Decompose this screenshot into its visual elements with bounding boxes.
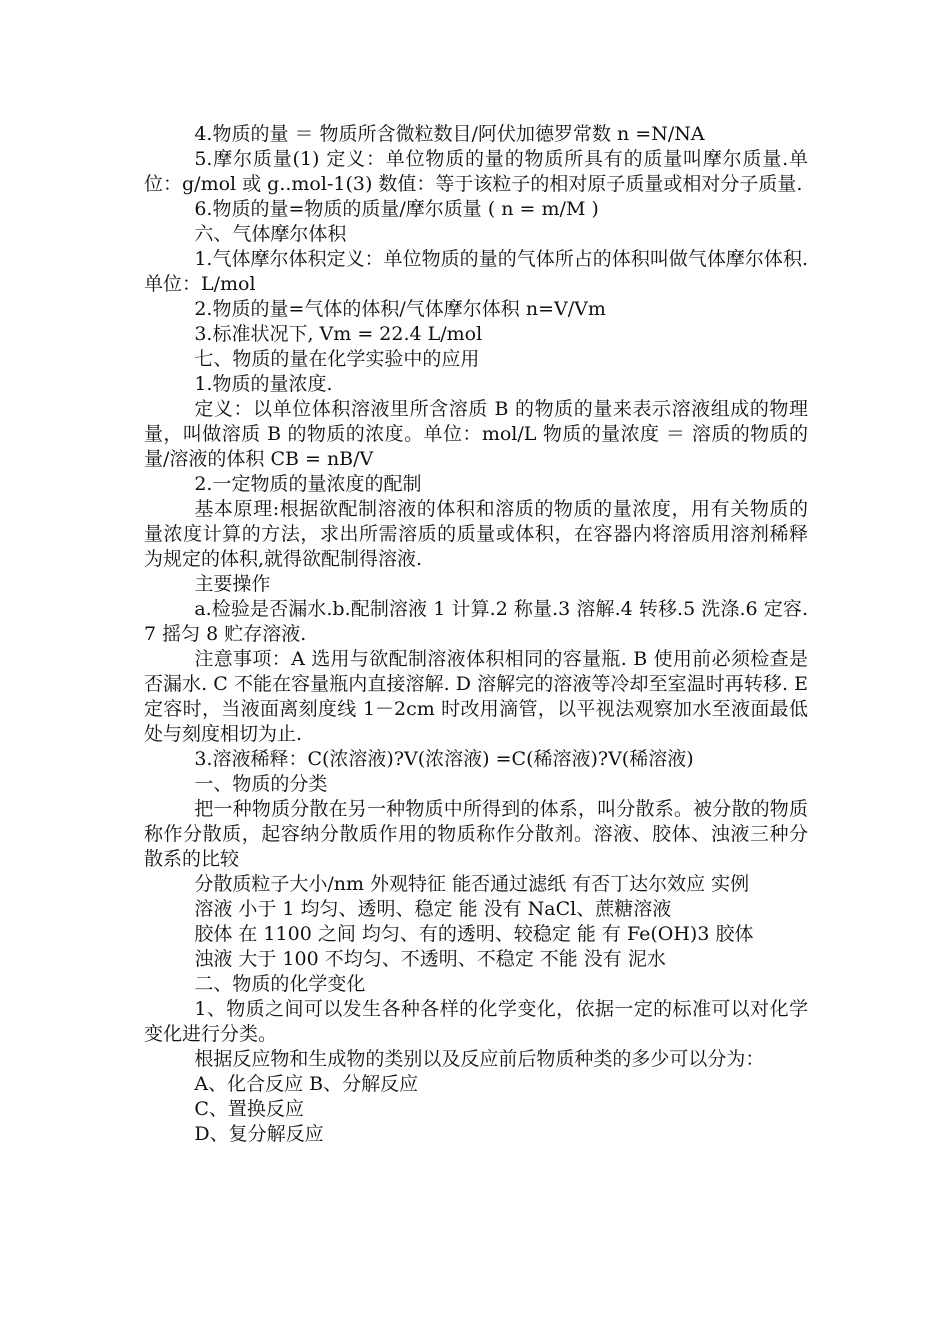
paragraph: 2.一定物质的量浓度的配制 [194,473,422,495]
paragraph: 注意事项：A 选用与欲配制溶液体积相同的容量瓶. B 使用前必须检查是否漏水. C 不能在容量瓶内直接溶解. D 溶解完的溶液等冷却至室温时再转移. E 定容时，当液面离刻度线 1－2cm 时改用滴管，以平视法观察加水至液面最低处与刻度相切为止. [144,648,808,745]
paragraph: 4.物质的量 ＝ 物质所含微粒数目/阿伏加德罗常数 n =N/NA [194,123,705,145]
paragraph: 3.标准状况下, Vm = 22.4 L/mol [194,323,483,345]
paragraph: 6.物质的量=物质的质量/摩尔质量 ( n = m/M ) [194,198,599,220]
document-body [144,122,808,1147]
section-heading: 六、气体摩尔体积 [194,223,347,245]
section-heading: 一、物质的分类 [194,773,328,795]
paragraph: 主要操作 [194,573,271,595]
table-row-line: 溶液 小于 1 均匀、透明、稳定 能 没有 NaCl、蔗糖溶液 [194,898,672,920]
paragraph: 定义：以单位体积溶液里所含溶质 B 的物质的量来表示溶液组成的物理量，叫做溶质 B 的物质的浓度。单位：mol/L 物质的量浓度 ＝ 溶质的物质的量/溶液的体积 CB = nB/V [144,398,808,470]
paragraph: 根据反应物和生成物的类别以及反应前后物质种类的多少可以分为： [194,1048,765,1070]
paragraph: 1、物质之间可以发生各种各样的化学变化，依据一定的标准可以对化学变化进行分类。 [144,998,808,1045]
paragraph: 把一种物质分散在另一种物质中所得到的体系，叫分散系。被分散的物质称作分散质，起容纳分散质作用的物质称作分散剂。溶液、胶体、浊液三种分散系的比较 [144,798,808,870]
table-header-line: 分散质粒子大小/nm 外观特征 能否通过滤纸 有否丁达尔效应 实例 [194,873,750,895]
section-heading: 二、物质的化学变化 [194,973,366,995]
table-row-line: 浊液 大于 100 不均匀、不透明、不稳定 不能 没有 泥水 [194,948,666,970]
table-row-line: 胶体 在 1100 之间 均匀、有的透明、较稳定 能 有 Fe(OH)3 胶体 [194,923,754,945]
paragraph: a.检验是否漏水.b.配制溶液 1 计算.2 称量.3 溶解.4 转移.5 洗涤.6 定容.7 摇匀 8 贮存溶液. [144,598,808,645]
paragraph: 基本原理:根据欲配制溶液的体积和溶质的物质的量浓度，用有关物质的量浓度计算的方法，求出所需溶质的质量或体积，在容器内将溶质用溶剂稀释为规定的体积,就得欲配制得溶液. [144,498,808,570]
paragraph: 5.摩尔质量(1) 定义：单位物质的量的物质所具有的质量叫摩尔质量.单位：g/mol 或 g..mol-1(3) 数值：等于该粒子的相对原子质量或相对分子质量. [144,148,808,195]
paragraph: 1.气体摩尔体积定义：单位物质的量的气体所占的体积叫做气体摩尔体积.单位：L/mol [144,248,808,295]
list-item: A、化合反应 B、分解反应 [194,1073,419,1095]
paragraph: 1.物质的量浓度. [194,373,333,395]
paragraph: 3.溶液稀释：C(浓溶液)?V(浓溶液) =C(稀溶液)?V(稀溶液) [194,748,694,770]
list-item: C、置换反应 [194,1098,304,1120]
list-item: D、复分解反应 [194,1123,324,1145]
paragraph: 2.物质的量=气体的体积/气体摩尔体积 n=V/Vm [194,298,606,320]
section-heading: 七、物质的量在化学实验中的应用 [194,348,480,370]
